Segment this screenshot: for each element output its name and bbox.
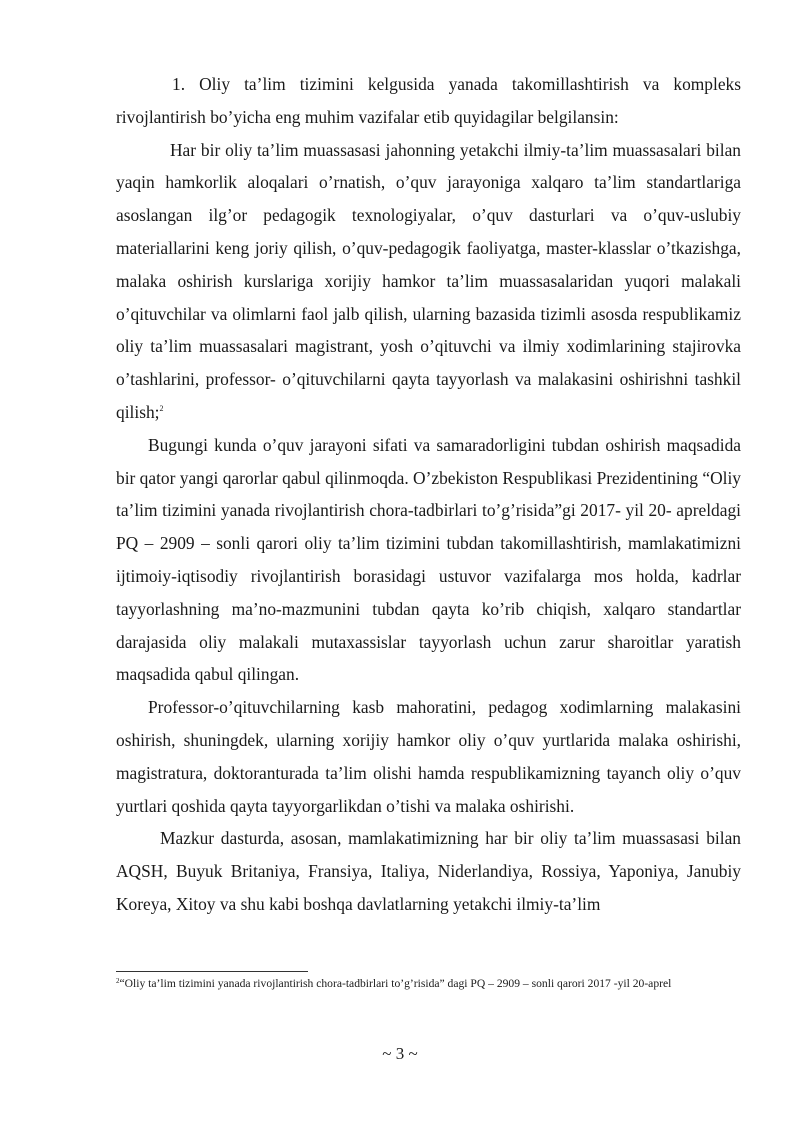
footnote-divider — [116, 971, 308, 972]
paragraph-2-text: Har bir oliy ta’lim muassasasi jahonning yetakchi ilmiy-ta’lim muassasalari bilan yaqin hamkorlik aloqalari o’rnatish, o’quv jarayoniga xalqaro ta’lim standartlariga asoslangan ilg’or pedagogik texnologiyalar, o’quv dasturlari va o’quv-uslubiy materiallarini keng joriy qilish, o’quv-pedagogik faoliyatga, master-klasslar o’tkazishga, malaka oshirish kurslariga xorijiy hamkor ta’lim muassasalaridan yuqori malakali o’qituvchilar va olimlarni faol jalb qilish, ularning bazasida tizimli asosda respublikamiz oliy ta’lim muassasalari magistrant, yosh o’qituvchi va ilmiy xodimlarining stajirovka o’tashlarini, professor- o’qituvchilarni qayta tayyorlash va malakasini oshirishni tashkil qilish; — [116, 139, 741, 422]
paragraph-4: Professor-o’qituvchilarning kasb mahoratini, pedagog xodimlarning malakasini oshirish, shuningdek, ularning xorijiy hamkor oliy o’quv yurtlarida malaka oshirishi, magistratura, doktoranturada ta’lim olishi hamda respublikamizning tayanch oliy o’quv yurtlari qoshida qayta tayyorgarlikdan o’tishi va malaka oshirishi. — [116, 697, 741, 816]
paragraph-1: 1. Oliy ta’lim tizimini kelgusida yanada takomillashtirish va kompleks rivojlantirish bo’yicha eng muhim vazifalar etib quyidagilar belgilansin: — [116, 74, 741, 127]
footnote-mark: 2 — [116, 977, 120, 985]
paragraph-5: Mazkur dasturda, asosan, mamlakatimizning har bir oliy ta’lim muassasasi bilan AQSH, Buyuk Britaniya, Fransiya, Italiya, Niderlandiya, Rossiya, Yaponiya, Janubiy Koreya, Xitoy va shu kabi boshqa davlatlarning yetakchi ilmiy-ta’lim — [116, 828, 741, 914]
page-number: ~ 3 ~ — [382, 1044, 418, 1063]
document-body — [116, 68, 741, 921]
footnote-reference: 2 — [159, 403, 164, 413]
footnote-text: “Oliy ta’lim tizimini yanada rivojlantirish chora-tadbirlari to’g’risida” dagi PQ – 2909 – sonli qarori 2017 -yil 20-aprel — [119, 977, 672, 990]
paragraph-2 — [116, 134, 741, 429]
footnote — [116, 976, 741, 992]
paragraph-3: Bugungi kunda o’quv jarayoni sifati va samaradorligini tubdan oshirish maqsadida bir qator yangi qarorlar qabul qilinmoqda. O’zbekiston Respublikasi Prezidentining “Oliy ta’lim tizimini yanada rivojlantirish chora-tadbirlari to’g’risida”gi 2017- yil 20- apreldagi PQ – 2909 – sonli qarori oliy ta’lim tizimini tubdan takomillashtirish, mamlakatimizni ijtimoiy-iqtisodiy rivojlantirish borasidagi ustuvor vazifalarga mos holda, kadrlar tayyorlashning ma’no-mazmunini tubdan qayta ko’rib chiqish, xalqaro standartlar darajasida oliy malakali mutaxassislar tayyorlash uchun zarur sharoitlar yaratish maqsadida qabul qilingan. — [116, 434, 741, 685]
